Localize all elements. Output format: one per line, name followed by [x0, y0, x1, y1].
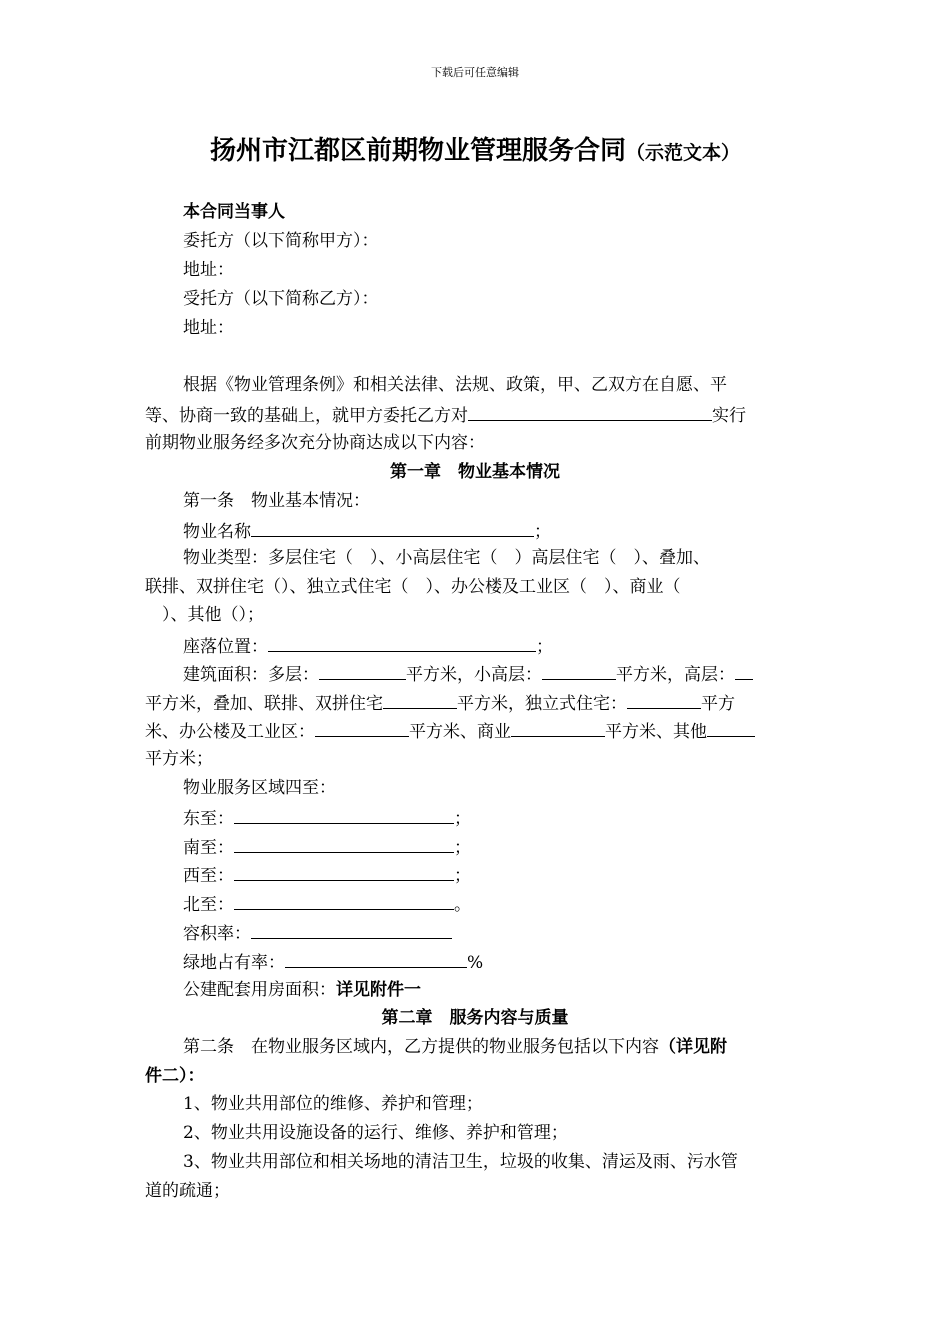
west-label: 西至： — [183, 866, 234, 886]
party-b-label: 受托方（以下简称乙方）： — [183, 289, 379, 309]
location-label: 座落位置： — [183, 637, 268, 657]
parties-heading: 本合同当事人 — [183, 202, 285, 222]
title-sub: （示范文本） — [626, 142, 741, 164]
public-area-row — [183, 978, 810, 1002]
area-multistorey-blank — [319, 661, 406, 680]
intro-line-2-text-a: 等、协商一致的基础上，就甲方委托乙方对 — [145, 406, 468, 426]
area-commercial-blank — [511, 718, 605, 737]
percent-sign: % — [467, 953, 484, 973]
west-blank — [234, 862, 454, 881]
intro-line-2-text-b: 实行 — [712, 406, 746, 426]
area-other-label: 平方米、其他 — [605, 722, 707, 742]
area-line-4: 平方米； — [145, 749, 213, 769]
article-2-line-2: 件二）： — [145, 1066, 205, 1086]
green-ratio-blank — [285, 949, 467, 968]
semicolon: ； — [534, 522, 551, 542]
property-name-row — [183, 518, 810, 544]
semicolon: ； — [454, 809, 471, 829]
area-office-label: 米、办公楼及工业区： — [145, 722, 315, 742]
property-type-line-2: 联排、双拼住宅（）、独立式住宅（ ）、办公楼及工业区（ ）、商业（ — [145, 577, 681, 597]
area-townhouse-label: 平方米，叠加、联排、双拼住宅 — [145, 694, 383, 714]
intro-line-3: 前期物业服务经多次充分协商达成以下内容： — [145, 433, 485, 453]
location-blank — [268, 633, 536, 652]
semicolon: ； — [454, 838, 471, 858]
north-label: 北至： — [183, 895, 234, 915]
south-boundary-row — [183, 834, 810, 860]
area-line-2 — [145, 690, 810, 716]
semicolon: ； — [536, 637, 553, 657]
entrusted-property-blank — [468, 402, 712, 421]
area-midrise-blank — [542, 661, 616, 680]
article-2-ref: （详见附 — [659, 1037, 727, 1057]
north-boundary-row — [183, 891, 810, 917]
area-midrise-label: 平方米，小高层： — [406, 665, 542, 685]
article-2-line-1 — [183, 1035, 810, 1059]
green-ratio-row — [183, 949, 810, 975]
public-area-label: 公建配套用房面积： — [183, 980, 336, 1000]
property-name-label: 物业名称 — [183, 522, 251, 542]
area-detached-label: 平方米，独立式住宅： — [457, 694, 627, 714]
title-main: 扬州市江都区前期物业管理服务合同 — [209, 136, 626, 166]
area-commercial-label: 平方米、商业 — [409, 722, 511, 742]
area-townhouse-blank — [383, 690, 457, 709]
plot-ratio-label: 容积率： — [183, 924, 251, 944]
document-title — [0, 134, 950, 170]
area-multistorey-label: 建筑面积：多层： — [183, 665, 319, 685]
address-b-label: 地址： — [183, 318, 234, 338]
address-a-label: 地址： — [183, 260, 234, 280]
east-label: 东至： — [183, 809, 234, 829]
area-line-1 — [183, 661, 810, 687]
article-1: 第一条 物业基本情况： — [183, 491, 370, 511]
intro-line-2 — [145, 402, 810, 428]
area-office-blank — [315, 718, 409, 737]
area-highrise-blank — [735, 661, 753, 680]
area-line-3 — [145, 718, 810, 744]
header-note: 下载后可任意编辑 — [431, 66, 519, 79]
service-item-1: 1、物业共用部位的维修、养护和管理； — [183, 1094, 483, 1114]
party-a-label: 委托方（以下简称甲方）： — [183, 231, 379, 251]
south-label: 南至： — [183, 838, 234, 858]
green-ratio-label: 绿地占有率： — [183, 953, 285, 973]
property-type-line-3: ）、其他（）； — [145, 605, 264, 625]
plot-ratio-blank — [251, 920, 452, 939]
period: 。 — [454, 895, 471, 915]
area-highrise-label: 平方米，高层： — [616, 665, 735, 685]
east-boundary-row — [183, 805, 810, 831]
south-blank — [234, 834, 454, 853]
article-2-text: 第二条 在物业服务区域内，乙方提供的物业服务包括以下内容 — [183, 1037, 659, 1057]
chapter-2-heading: 第二章 服务内容与质量 — [381, 1008, 569, 1028]
area-detached-blank — [627, 690, 701, 709]
boundary-heading: 物业服务区域四至： — [183, 778, 336, 798]
public-area-value: 详见附件一 — [336, 980, 421, 1000]
property-type-line-1: 物业类型：多层住宅（ ）、小高层住宅（ ）高层住宅（ ）、叠加、 — [183, 548, 710, 568]
service-item-2: 2、物业共用设施设备的运行、维修、养护和管理； — [183, 1123, 568, 1143]
semicolon: ； — [454, 866, 471, 886]
chapter-1-heading: 第一章 物业基本情况 — [390, 462, 560, 482]
north-blank — [234, 891, 454, 910]
area-line-2-tail: 平方 — [701, 694, 735, 714]
east-blank — [234, 805, 454, 824]
west-boundary-row — [183, 862, 810, 888]
plot-ratio-row — [183, 920, 810, 946]
area-other-blank — [707, 718, 755, 737]
intro-line-1: 根据《物业管理条例》和相关法律、法规、政策，甲、乙双方在自愿、平 — [183, 375, 727, 395]
service-item-3-line-2: 道的疏通； — [145, 1181, 230, 1201]
location-row — [183, 633, 810, 659]
property-name-blank — [251, 518, 534, 537]
service-item-3-line-1: 3、物业共用部位和相关场地的清洁卫生，垃圾的收集、清运及雨、污水管 — [183, 1152, 738, 1172]
